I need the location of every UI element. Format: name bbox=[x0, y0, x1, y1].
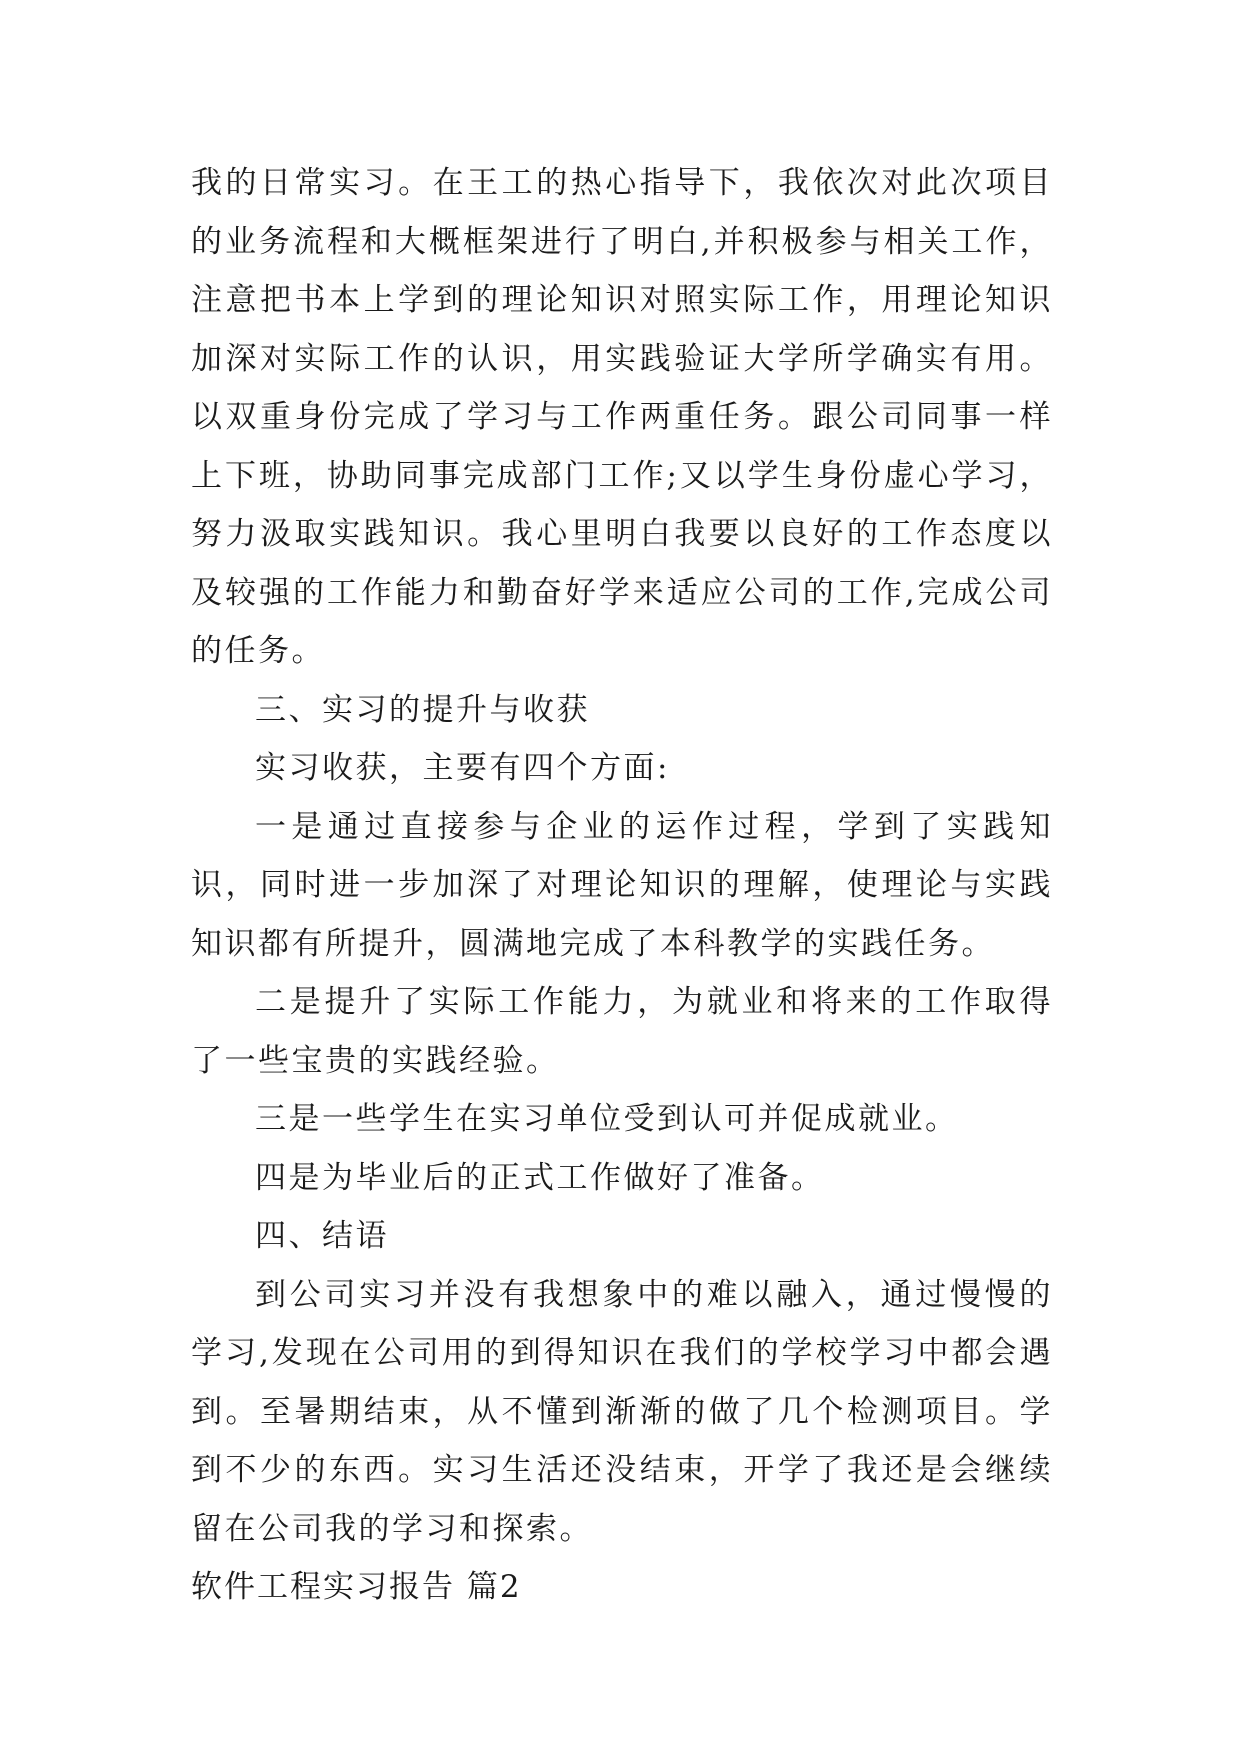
document-body bbox=[191, 154, 1053, 1617]
paragraph-conclusion: 到公司实习并没有我想象中的难以融入，通过慢慢的学习,发现在公司用的到得知识在我们的学校学习中都会遇到。至暑期结束，从不懂到渐渐的做了几个检测项目。学到不少的东西。实习生活还没结束，开学了我还是会继续留在公司我的学习和探索。 bbox=[191, 1276, 1053, 1547]
heading-section-three: 三、实习的提升与收获 bbox=[255, 691, 590, 728]
paragraph-gain-four: 四是为毕业后的正式工作做好了准备。 bbox=[255, 1159, 825, 1196]
paragraph-gains-intro: 实习收获，主要有四个方面: bbox=[255, 750, 670, 786]
paragraph-gain-two: 二是提升了实际工作能力，为就业和将来的工作取得了一些宝贵的实践经验。 bbox=[191, 984, 1053, 1079]
paragraph-gain-one: 一是通过直接参与企业的运作过程，学到了实践知识，同时进一步加深了对理论知识的理解，使理论与实践知识都有所提升，圆满地完成了本科教学的实践任务。 bbox=[191, 808, 1053, 962]
heading-section-four: 四、结语 bbox=[255, 1218, 389, 1254]
paragraph-internship-daily: 我的日常实习。在王工的热心指导下，我依次对此次项目的业务流程和大概框架进行了明白,并积极参与相关工作，注意把书本上学到的理论知识对照实际工作，用理论知识加深对实际工作的认识，用实践验证大学所学确实有用。以双重身份完成了学习与工作两重任务。跟公司同事一样上下班，协助同事完成部门工作;又以学生身份虚心学习，努力汲取实践知识。我心里明白我要以良好的工作态度以及较强的工作能力和勤奋好学来适应公司的工作,完成公司的任务。 bbox=[191, 165, 1053, 669]
paragraph-gain-three: 三是一些学生在实习单位受到认可并促成就业。 bbox=[255, 1101, 959, 1137]
next-section-title: 软件工程实习报告 篇2 bbox=[191, 1569, 522, 1605]
